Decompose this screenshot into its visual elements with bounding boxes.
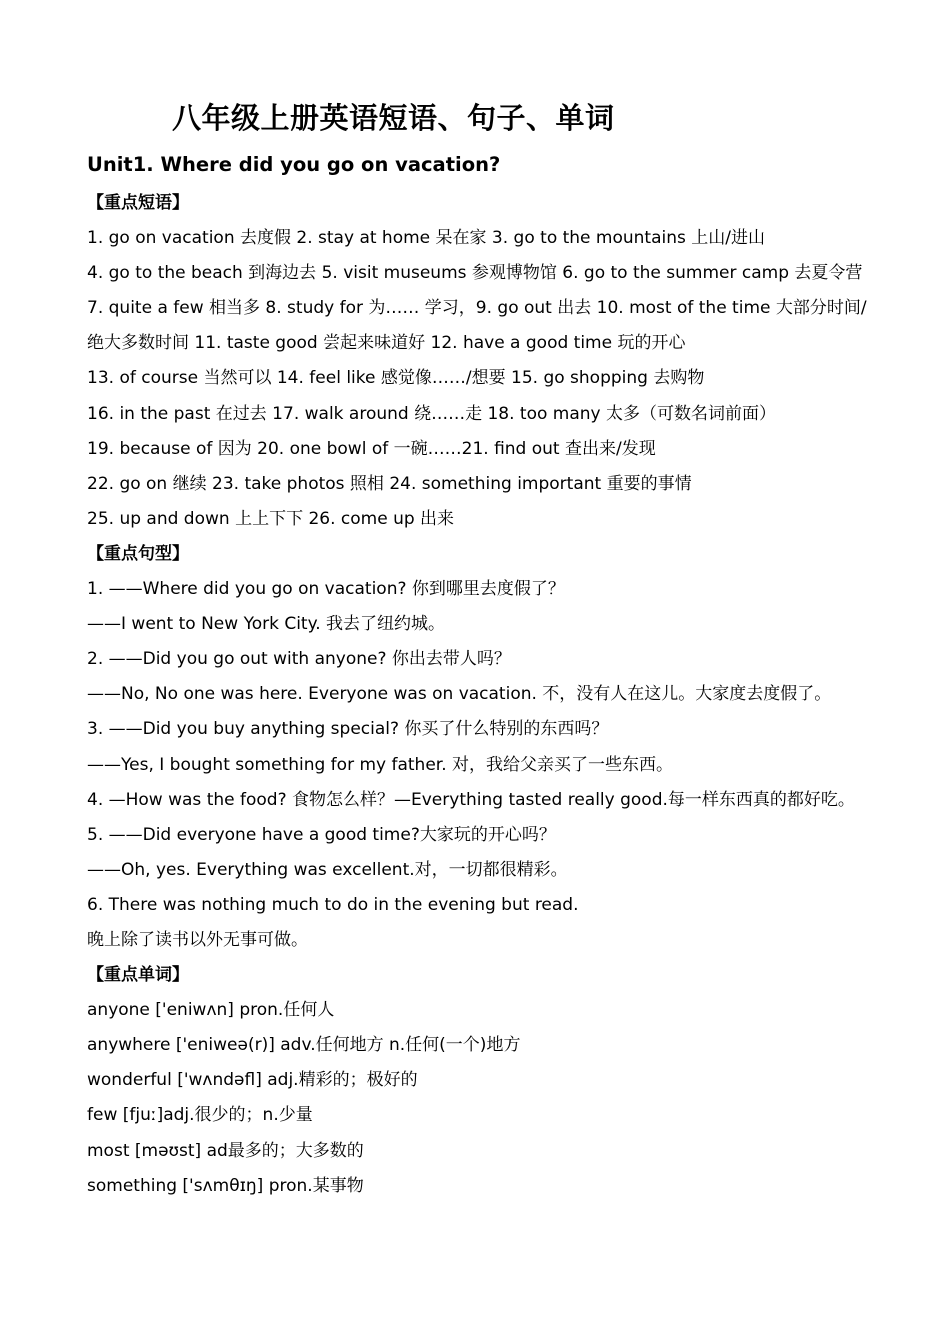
phrase-line: 7. quite a few 相当多 8. study for 为…… 学习，9. go out 出去 10. most of the time 大部分时间/ bbox=[87, 298, 867, 319]
word-line: something ['sʌmθɪŋ] pron.某事物 bbox=[87, 1175, 364, 1196]
sentence-line: ——Oh, yes. Everything was excellent.对，一切都很精彩。 bbox=[87, 859, 568, 880]
sentence-line: 晚上除了读书以外无事可做。 bbox=[87, 929, 308, 950]
sentence-line: 1. ——Where did you go on vacation? 你到哪里去度假了？ bbox=[87, 579, 565, 600]
sentence-line: 3. ——Did you buy anything special? 你买了什么特别的东西吗？ bbox=[87, 719, 609, 740]
sentence-line: 2. ——Did you go out with anyone? 你出去带人吗？ bbox=[87, 649, 511, 670]
document-content bbox=[87, 186, 927, 1204]
phrase-line: 4. go to the beach 到海边去 5. visit museums 参观博物馆 6. go to the summer camp 去夏令营 bbox=[87, 263, 863, 284]
page-title: 八年级上册英语短语、句子、单词 bbox=[172, 101, 615, 135]
phrase-line: 19. because of 因为 20. one bowl of 一碗……21. find out 查出来/发现 bbox=[87, 438, 656, 459]
phrases-heading: 【重点短语】 bbox=[87, 193, 189, 213]
words-heading: 【重点单词】 bbox=[87, 965, 189, 986]
word-line: anyone ['eniwʌn] pron.任何人 bbox=[87, 1000, 335, 1021]
phrase-line: 绝大多数时间 11. taste good 尝起来味道好 12. have a good time 玩的开心 bbox=[87, 333, 686, 354]
word-line: few [fjuː]adj.很少的；n.少量 bbox=[87, 1105, 313, 1126]
sentence-line: ——I went to New York City. 我去了纽约城。 bbox=[87, 614, 446, 635]
word-line: wonderful ['wʌndəfl] adj.精彩的；极好的 bbox=[87, 1070, 418, 1091]
phrase-line: 1. go on vacation 去度假 2. stay at home 呆在家 3. go to the mountains 上山/进山 bbox=[87, 228, 765, 249]
phrase-line: 16. in the past 在过去 17. walk around 绕……走 18. too many 太多（可数名词前面） bbox=[87, 403, 777, 424]
phrase-line: 13. of course 当然可以 14. feel like 感觉像……/想要 15. go shopping 去购物 bbox=[87, 368, 705, 389]
sentence-line: ——No, No one was here. Everyone was on vacation. 不，没有人在这儿。大家度去度假了。 bbox=[87, 684, 832, 705]
sentence-line: 6. There was nothing much to do in the evening but read. bbox=[87, 894, 579, 915]
phrase-line: 25. up and down 上上下下 26. come up 出来 bbox=[87, 508, 455, 529]
word-line: anywhere ['eniweə(r)] adv.任何地方 n.任何(一个)地方 bbox=[87, 1035, 521, 1056]
sentence-line: ——Yes, I bought something for my father. 对，我给父亲买了一些东西。 bbox=[87, 754, 674, 775]
unit-title: Unit1. Where did you go on vacation? bbox=[87, 153, 501, 176]
word-line: most [məʊst] ad最多的；大多数的 bbox=[87, 1140, 364, 1161]
phrase-line: 22. go on 继续 23. take photos 照相 24. something important 重要的事情 bbox=[87, 473, 692, 494]
sentence-line: 5. ——Did everyone have a good time?大家玩的开心吗？ bbox=[87, 824, 556, 845]
sentence-line: 4. —How was the food? 食物怎么样？—Everything tasted really good.每一样东西真的都好吃。 bbox=[87, 789, 855, 810]
sentences-heading: 【重点句型】 bbox=[87, 543, 189, 564]
